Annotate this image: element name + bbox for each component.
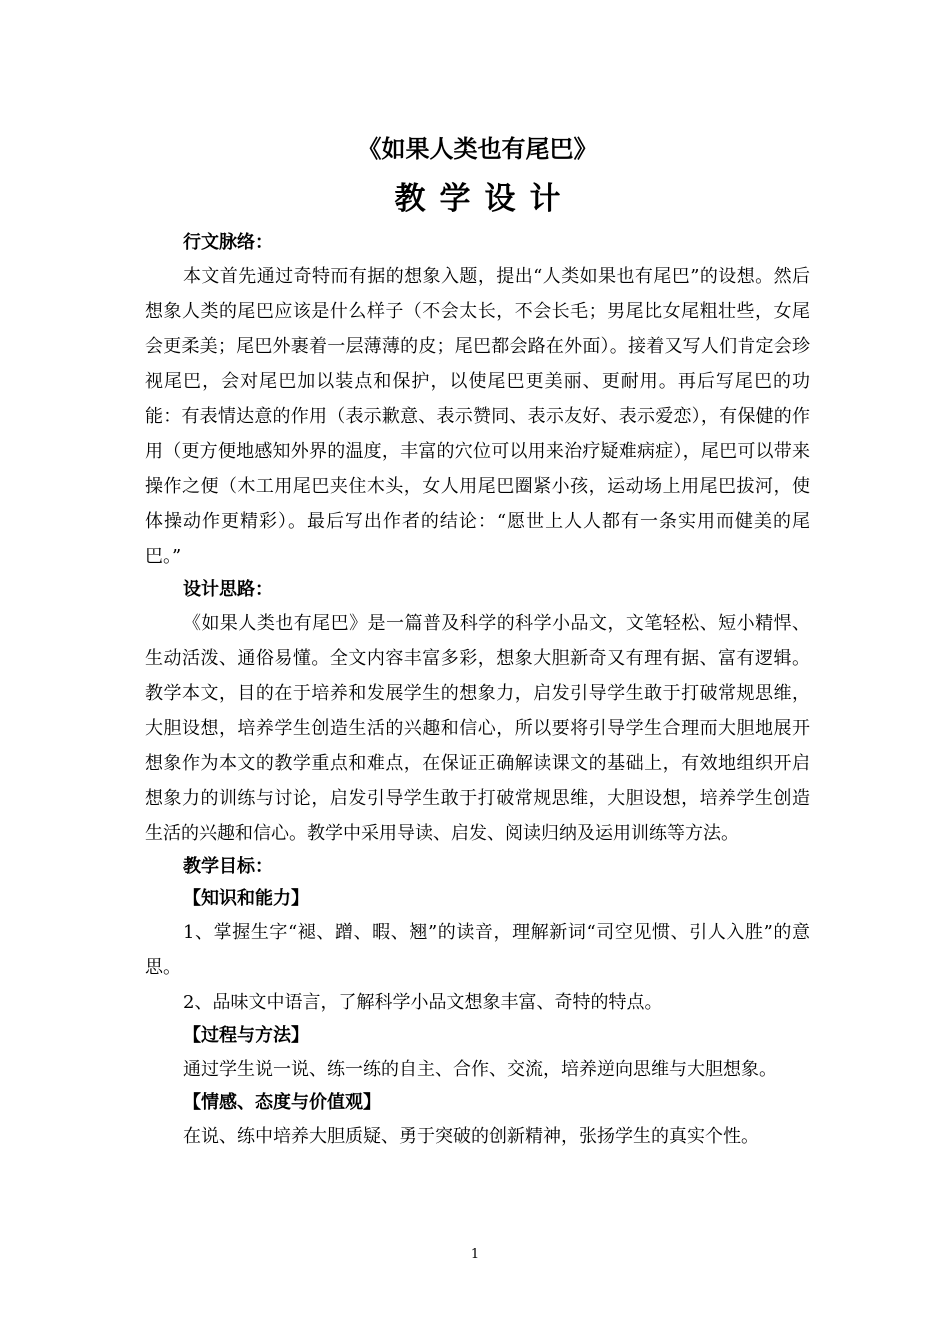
section-text-design: 《如果人类也有尾巴》是一篇普及科学的科学小品文，文笔轻松、短小精悍、生动活泼、通俗易懂。全文内容丰富多彩，想象大胆新奇又有理有据、富有逻辑。教学本文，目的在于培养和发展学生的想象力，启发引导学生敢于打破常规思维，大胆设想，培养学生创造生活的兴趣和信心，所以要将引导学生合理而大胆地展开想象作为本文的教学重点和难点，在保证正确解读课文的基础上，有效地组织开启想象力的训练与讨论，启发引导学生敢于打破常规思维，大胆设想，培养学生创造生活的兴趣和信心。教学中采用导读、启发、阅读归纳及运用训练等方法。 [145,613,810,844]
subheading-emotion: 【情感、态度与价值观】 [183,1092,381,1113]
document-subtitle: 教学设计 [394,181,575,217]
emotion-text: 在说、练中培养大胆质疑、勇于突破的创新精神，张扬学生的真实个性。 [183,1126,759,1147]
page-number: 1 [470,1247,480,1262]
section-text-context: 本文首先通过奇特而有据的想象入题，提出“人类如果也有尾巴”的设想。然后想象人类的尾巴应该是什么样子（不会太长，不会长毛；男尾比女尾粗壮些，女尾会更柔美；尾巴外裹着一层薄薄的皮；尾巴都会路在外面）。接着又写人们肯定会珍视尾巴，会对尾巴加以装点和保护，以使尾巴更美丽、更耐用。再后写尾巴的功能：有表情达意的作用（表示歉意、表示赞同、表示友好、表示爱恋），有保健的作用（更方便地感知外界的温度，丰富的穴位可以用来治疗疑难病症），尾巴可以带来操作之便（木工用尾巴夹住木头，女人用尾巴圈紧小孩，运动场上用尾巴拔河，使体操动作更精彩）。最后写出作者的结论：“愿世上人人都有一条实用而健美的尾巴。” [145,266,810,567]
section-heading-design: 设计思路： [183,579,273,600]
knowledge-item-1: 1、掌握生字“褪、蹭、暇、翘”的读音，理解新词“司空见惯、引人入胜”的意思。 [145,922,810,978]
subheading-knowledge: 【知识和能力】 [183,888,309,909]
section-heading-context: 行文脉络： [183,232,273,253]
knowledge-item-2: 2、品味文中语言，了解科学小品文想象丰富、奇特的特点。 [183,992,663,1013]
section-heading-goals: 教学目标： [183,856,273,877]
subheading-process: 【过程与方法】 [183,1025,309,1046]
document-title: 《如果人类也有尾巴》 [357,134,598,163]
process-text: 通过学生说一说、练一练的自主、合作、交流，培养逆向思维与大胆想象。 [183,1059,777,1080]
document-body [145,125,810,1154]
